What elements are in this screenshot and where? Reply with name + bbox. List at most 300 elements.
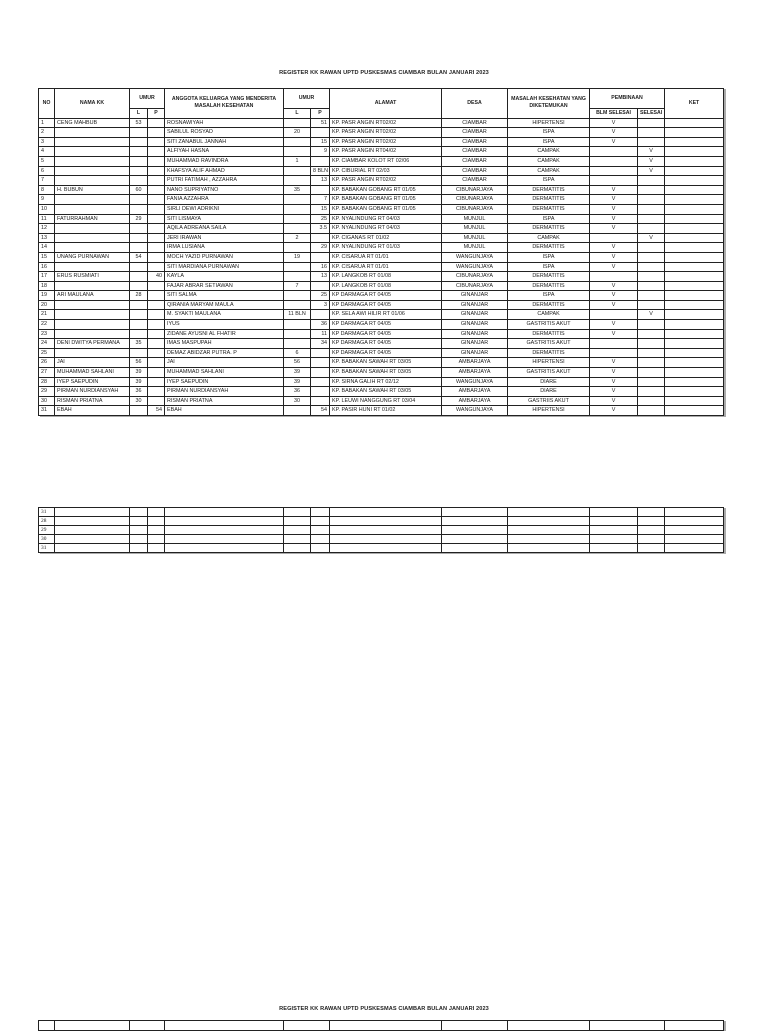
cell-umur-kk-p xyxy=(148,508,165,517)
cell-selesai xyxy=(638,224,665,234)
cell-umur-kk-l: 36 xyxy=(130,387,148,397)
cell-selesai xyxy=(638,252,665,262)
cell-umur-kk-p xyxy=(148,300,165,310)
cell-nama-kk: RISMAN PRIATNA xyxy=(55,396,130,406)
cell-desa: AMBARJAYA xyxy=(442,368,508,378)
cell-alamat: KP DARMAGA RT 04/05 xyxy=(330,348,442,358)
cell-umur-p xyxy=(311,156,330,166)
cell-umur-p xyxy=(311,310,330,320)
cell-blm-selesai: V xyxy=(590,377,638,387)
cell-umur-kk-l xyxy=(130,310,148,320)
table-row xyxy=(39,156,724,166)
header-selesai: SELESAI xyxy=(638,109,665,119)
cell-umur-kk-p xyxy=(148,233,165,243)
cell-umur-kk-l: 28 xyxy=(130,291,148,301)
cell-umur-p: 34 xyxy=(311,339,330,349)
cell-umur-p xyxy=(311,544,330,553)
cell-no: 4 xyxy=(39,147,55,157)
cell-nama-kk xyxy=(55,195,130,205)
cell-masalah: DIARE xyxy=(508,387,590,397)
cell-blm-selesai xyxy=(590,526,638,535)
cell-umur-p xyxy=(311,128,330,138)
cell-alamat xyxy=(330,517,442,526)
cell-alamat: KP. NYALINDUNG RT 04/03 xyxy=(330,224,442,234)
cell-masalah: GASTRITIS AKUT xyxy=(508,368,590,378)
cell-no: 2 xyxy=(39,128,55,138)
cell-alamat: KP. PASR ANGIN RT02/02 xyxy=(330,118,442,128)
cell-selesai xyxy=(638,262,665,272)
cell-anggota: SABILUL ROSYAD xyxy=(165,128,284,138)
cell-nama-kk: FATURRAHMAN xyxy=(55,214,130,224)
cell-umur-p xyxy=(311,535,330,544)
cell-nama-kk xyxy=(55,233,130,243)
cell-umur-kk-l xyxy=(130,517,148,526)
cell-alamat: KP. PASR ANGIN RT02/02 xyxy=(330,137,442,147)
header-no: NO xyxy=(39,89,55,119)
cell-nama-kk xyxy=(55,310,130,320)
cell-nama-kk xyxy=(55,348,130,358)
cell-umur-l xyxy=(284,508,311,517)
table-row xyxy=(39,508,724,517)
cell-umur-kk-p xyxy=(148,118,165,128)
cell-umur-kk-p xyxy=(148,377,165,387)
cell-anggota: SITI MARDIANA PURNAWAN xyxy=(165,262,284,272)
cell-anggota: QIRANIA MARYAM MAULA xyxy=(165,300,284,310)
cell-selesai xyxy=(638,526,665,535)
cell-umur-kk-l: 35 xyxy=(130,339,148,349)
cell-umur-p xyxy=(311,368,330,378)
table-row xyxy=(39,137,724,147)
cell-umur-kk-p xyxy=(148,387,165,397)
table-row xyxy=(39,252,724,262)
cell-desa: CIAMBAR xyxy=(442,166,508,176)
cell-desa: MUNJUL xyxy=(442,233,508,243)
cell-ket xyxy=(665,118,724,128)
cell-no: 25 xyxy=(39,348,55,358)
cell-selesai xyxy=(638,329,665,339)
cell-selesai xyxy=(638,185,665,195)
cell-anggota: ROSNAWIYAH xyxy=(165,118,284,128)
cell-masalah: ISPA xyxy=(508,291,590,301)
cell-umur-p: 25 xyxy=(311,291,330,301)
cell-blm-selesai: V xyxy=(590,128,638,138)
cell-no: 15 xyxy=(39,252,55,262)
cell-umur-kk-p: 54 xyxy=(148,406,165,416)
cell-nama-kk xyxy=(55,320,130,330)
cell-ket xyxy=(665,128,724,138)
cell-blm-selesai xyxy=(590,348,638,358)
cell-anggota: IMAS MASPUPAH xyxy=(165,339,284,349)
table-row xyxy=(39,272,724,282)
table-row xyxy=(39,348,724,358)
table-row xyxy=(39,291,724,301)
cell-anggota: MUHAMMAD SAHLANI xyxy=(165,368,284,378)
cell-selesai xyxy=(638,358,665,368)
register-title: REGISTER KK RAWAN UPTD PUSKESMAS CIAMBAR BULAN JANUARI 2023 xyxy=(279,70,489,76)
cell-alamat: KP DARMAGA RT 04/05 xyxy=(330,339,442,349)
cell-nama-kk xyxy=(55,147,130,157)
cell-alamat: KP. CISARUA RT 01/01 xyxy=(330,262,442,272)
cell-nama-kk: IYEP SAEPUDIN xyxy=(55,377,130,387)
cell-masalah: ISPA xyxy=(508,252,590,262)
cell-umur-l: 6 xyxy=(284,348,311,358)
cell-ket xyxy=(665,204,724,214)
cell-anggota: KHAFSYA ALIF AHMAD xyxy=(165,166,284,176)
table-row xyxy=(39,204,724,214)
cell-umur-kk-l xyxy=(130,406,148,416)
table-row xyxy=(39,128,724,138)
cell-desa: GINANJAR xyxy=(442,329,508,339)
cell-anggota: AQILA ADREANA SAILA xyxy=(165,224,284,234)
cell-alamat: KP. LANGKOB RT 01/08 xyxy=(330,272,442,282)
cell-umur-l xyxy=(284,526,311,535)
cell-selesai xyxy=(638,339,665,349)
cell-umur-l xyxy=(284,517,311,526)
cell-anggota: SITI SALMA xyxy=(165,291,284,301)
cell-umur-kk-p xyxy=(148,544,165,553)
cell-masalah: CAMPAK xyxy=(508,166,590,176)
cell-umur-kk-l xyxy=(130,272,148,282)
cell-blm-selesai xyxy=(590,339,638,349)
cell-ket xyxy=(665,517,724,526)
cell-no: 8 xyxy=(39,185,55,195)
cell-alamat: KP. CIBURIAL RT 02/03 xyxy=(330,166,442,176)
cell-blm-selesai xyxy=(590,166,638,176)
cell-desa xyxy=(442,535,508,544)
cell-masalah: DIARE xyxy=(508,377,590,387)
cell-blm-selesai xyxy=(590,517,638,526)
cell-nama-kk xyxy=(55,281,130,291)
cell-blm-selesai: V xyxy=(590,368,638,378)
cell-anggota: ALFIYAH HASNA xyxy=(165,147,284,157)
cell-masalah: DERMATITIS xyxy=(508,272,590,282)
cell-nama-kk: EBAH xyxy=(55,406,130,416)
cell-anggota: MUHAMMAD RAVINDRA xyxy=(165,156,284,166)
cell-desa xyxy=(442,508,508,517)
cell-nama-kk: ARI MAULANA xyxy=(55,291,130,301)
cell-no: 23 xyxy=(39,329,55,339)
table-row xyxy=(39,262,724,272)
cell-alamat: KP. PASR ANGIN RT02/02 xyxy=(330,128,442,138)
cell-desa: AMBARJAYA xyxy=(442,387,508,397)
cell-no: 11 xyxy=(39,214,55,224)
cell-desa: CIAMBAR xyxy=(442,156,508,166)
header-l: L xyxy=(284,109,311,119)
cell-no: 13 xyxy=(39,233,55,243)
cell-anggota: PIRMAN NURDIANSYAH xyxy=(165,387,284,397)
cell-umur-p: 36 xyxy=(311,320,330,330)
cell-ket xyxy=(665,358,724,368)
cell-umur-kk-p xyxy=(148,166,165,176)
cell-blm-selesai: V xyxy=(590,204,638,214)
cell-nama-kk xyxy=(55,224,130,234)
cell-ket xyxy=(665,252,724,262)
cell-alamat: KP. SELA AWI HILIR RT 01/06 xyxy=(330,310,442,320)
cell-umur-kk-p xyxy=(148,320,165,330)
cell-blm-selesai: V xyxy=(590,281,638,291)
cell-umur-kk-p xyxy=(148,535,165,544)
cell-nama-kk xyxy=(55,243,130,253)
cell-blm-selesai xyxy=(590,544,638,553)
cell-desa: WANGUNJAYA xyxy=(442,252,508,262)
header-desa: DESA xyxy=(442,89,508,119)
cell-umur-p: 15 xyxy=(311,137,330,147)
cell-blm-selesai: V xyxy=(590,300,638,310)
cell-nama-kk: UNANG PURNAWAN xyxy=(55,252,130,262)
table-row xyxy=(39,281,724,291)
cell-ket xyxy=(665,281,724,291)
header-l: L xyxy=(130,109,148,119)
cell-umur-kk-l xyxy=(130,176,148,186)
cell-desa: GINANJAR xyxy=(442,339,508,349)
cell-ket xyxy=(665,508,724,517)
cell-alamat: KP. BABAKAN SAWAH RT 03/05 xyxy=(330,368,442,378)
cell-umur-kk-p xyxy=(148,204,165,214)
cell-umur-l: 35 xyxy=(284,185,311,195)
cell-no: 31 xyxy=(39,508,55,517)
cell-no: 31 xyxy=(39,544,55,553)
cell-masalah xyxy=(508,517,590,526)
cell-no: 3 xyxy=(39,137,55,147)
cell-selesai xyxy=(638,508,665,517)
table-row xyxy=(39,300,724,310)
cell-nama-kk xyxy=(55,137,130,147)
cell-blm-selesai: V xyxy=(590,137,638,147)
cell-desa: CIAMBAR xyxy=(442,128,508,138)
cell-blm-selesai: V xyxy=(590,320,638,330)
header-nama-kk: NAMA KK xyxy=(55,89,130,119)
cell-ket xyxy=(665,339,724,349)
table-row xyxy=(39,329,724,339)
cell-umur-kk-l xyxy=(130,147,148,157)
cell-desa: GINANJAR xyxy=(442,310,508,320)
cell-ket xyxy=(665,224,724,234)
cell-selesai: V xyxy=(638,310,665,320)
cell-umur-l: 19 xyxy=(284,252,311,262)
cell-umur-p xyxy=(311,387,330,397)
cell-anggota: PUTRI FATIMAH , AZZAHRA xyxy=(165,176,284,186)
cell-masalah: DERMATITIS xyxy=(508,224,590,234)
cell-ket xyxy=(665,310,724,320)
cell-masalah: GASTRITIS AKUT xyxy=(508,320,590,330)
cell-selesai xyxy=(638,176,665,186)
cell-ket xyxy=(665,377,724,387)
cell-anggota: M. SYAKTI MAULANA xyxy=(165,310,284,320)
cell-selesai: V xyxy=(638,233,665,243)
register-table-next-page xyxy=(38,1020,724,1031)
cell-alamat: KP. LEUWI NANGGUNG RT 03/04 xyxy=(330,396,442,406)
cell-masalah: DERMATITIS xyxy=(508,195,590,205)
cell-anggota: JAI xyxy=(165,358,284,368)
table-row xyxy=(39,185,724,195)
cell-alamat: KP. BABAKAN GOBANG RT 01/05 xyxy=(330,195,442,205)
cell-alamat: KP. PASIR HUNI RT 01/02 xyxy=(330,406,442,416)
cell-nama-kk xyxy=(55,176,130,186)
cell-blm-selesai: V xyxy=(590,291,638,301)
cell-umur-p xyxy=(311,396,330,406)
cell-umur-kk-l xyxy=(130,281,148,291)
cell-nama-kk xyxy=(55,329,130,339)
cell-umur-p: 7 xyxy=(311,195,330,205)
cell-selesai: V xyxy=(638,166,665,176)
cell-umur-kk-l xyxy=(130,535,148,544)
cell-umur-kk-p xyxy=(148,252,165,262)
cell-nama-kk xyxy=(55,156,130,166)
cell-alamat: KP DARMAGA RT 04/05 xyxy=(330,291,442,301)
cell-ket xyxy=(665,348,724,358)
header-blm-selesai: BLM SELESAI xyxy=(590,109,638,119)
cell-umur-l xyxy=(284,329,311,339)
cell-umur-kk-p xyxy=(148,128,165,138)
cell-umur-kk-l xyxy=(130,128,148,138)
extra-table xyxy=(38,507,724,553)
cell-umur-p: 16 xyxy=(311,262,330,272)
cell-selesai: V xyxy=(638,156,665,166)
cell-umur-p: 3.5 xyxy=(311,224,330,234)
cell-selesai xyxy=(638,291,665,301)
table-header xyxy=(39,89,724,119)
cell-masalah: CAMPAK xyxy=(508,310,590,320)
cell-desa: MUNJUL xyxy=(442,214,508,224)
cell-no: 12 xyxy=(39,224,55,234)
cell-no: 7 xyxy=(39,176,55,186)
cell-umur-kk-l xyxy=(130,544,148,553)
cell-desa: WANGUNJAYA xyxy=(442,262,508,272)
cell-selesai xyxy=(638,377,665,387)
cell-umur-kk-l: 60 xyxy=(130,185,148,195)
cell-umur-p xyxy=(311,252,330,262)
cell-umur-kk-l: 39 xyxy=(130,377,148,387)
cell-umur-l xyxy=(284,214,311,224)
cell-umur-l xyxy=(284,272,311,282)
cell-desa: CIBUNARJAYA xyxy=(442,195,508,205)
cell-umur-kk-p xyxy=(148,526,165,535)
cell-nama-kk xyxy=(55,508,130,517)
cell-umur-kk-l: 56 xyxy=(130,358,148,368)
cell-blm-selesai xyxy=(590,272,638,282)
cell-umur-kk-p: 40 xyxy=(148,272,165,282)
cell-blm-selesai: V xyxy=(590,406,638,416)
cell-alamat: KP. BABAKAN GOBANG RT 01/05 xyxy=(330,185,442,195)
cell-no: 19 xyxy=(39,291,55,301)
cell-umur-kk-l xyxy=(130,224,148,234)
cell-nama-kk xyxy=(55,544,130,553)
cell-no: 21 xyxy=(39,310,55,320)
header-umur-anggota: UMUR xyxy=(284,89,330,109)
cell-desa: CIAMBAR xyxy=(442,147,508,157)
cell-anggota: IYEP SAEPUDIN xyxy=(165,377,284,387)
cell-ket xyxy=(665,185,724,195)
cell-desa: GINANJAR xyxy=(442,348,508,358)
cell-desa: CIBUNARJAYA xyxy=(442,185,508,195)
cell-umur-kk-p xyxy=(148,195,165,205)
cell-desa: GINANJAR xyxy=(442,300,508,310)
table-row xyxy=(39,406,724,416)
cell-umur-l: 1 xyxy=(284,156,311,166)
cell-umur-kk-p xyxy=(148,339,165,349)
cell-umur-p: 25 xyxy=(311,214,330,224)
cell-blm-selesai xyxy=(590,176,638,186)
cell-no: 14 xyxy=(39,243,55,253)
cell-ket xyxy=(665,329,724,339)
cell-umur-kk-l xyxy=(130,243,148,253)
cell-alamat: KP. NYALINDUNG RT 04/03 xyxy=(330,214,442,224)
cell-ket xyxy=(665,526,724,535)
table-row xyxy=(39,517,724,526)
cell-selesai xyxy=(638,396,665,406)
cell-masalah: ISPA xyxy=(508,128,590,138)
header-ket: KET xyxy=(665,89,724,119)
cell-blm-selesai: V xyxy=(590,195,638,205)
cell-umur-kk-l xyxy=(130,300,148,310)
cell-umur-kk-l xyxy=(130,262,148,272)
cell-umur-p xyxy=(311,233,330,243)
cell-selesai: V xyxy=(638,147,665,157)
table-row xyxy=(39,535,724,544)
cell-no: 27 xyxy=(39,368,55,378)
table-row xyxy=(39,243,724,253)
cell-desa xyxy=(442,544,508,553)
cell-selesai xyxy=(638,535,665,544)
cell-ket xyxy=(665,387,724,397)
cell-masalah: CAMPAK xyxy=(508,147,590,157)
cell-umur-kk-p xyxy=(148,310,165,320)
cell-no: 6 xyxy=(39,166,55,176)
cell-alamat: KP. BABAKAN SAWAH RT 03/05 xyxy=(330,387,442,397)
cell-nama-kk xyxy=(55,300,130,310)
cell-umur-l: 7 xyxy=(284,281,311,291)
cell-umur-kk-l: 54 xyxy=(130,252,148,262)
cell-umur-l xyxy=(284,339,311,349)
cell-alamat: KP. PASR ANGIN RT04/02 xyxy=(330,147,442,157)
cell-nama-kk xyxy=(55,262,130,272)
cell-umur-l: 30 xyxy=(284,396,311,406)
cell-alamat: KP. CISARUA RT 01/01 xyxy=(330,252,442,262)
cell-umur-kk-l: 29 xyxy=(130,214,148,224)
cell-ket xyxy=(665,396,724,406)
table-row xyxy=(39,368,724,378)
cell-anggota xyxy=(165,508,284,517)
cell-no: 16 xyxy=(39,262,55,272)
cell-anggota: SITI ZANABUL JANNAH xyxy=(165,137,284,147)
cell-alamat: KP. NYALINDUNG RT 01/03 xyxy=(330,243,442,253)
cell-umur-l: 11 BLN xyxy=(284,310,311,320)
cell-no: 18 xyxy=(39,281,55,291)
cell-desa: GINANJAR xyxy=(442,291,508,301)
table-row xyxy=(39,544,724,553)
cell-umur-kk-l xyxy=(130,348,148,358)
header-alamat: ALAMAT xyxy=(330,89,442,119)
cell-masalah: HIPERTENSI xyxy=(508,406,590,416)
table-row xyxy=(39,214,724,224)
cell-ket xyxy=(665,291,724,301)
cell-umur-kk-l xyxy=(130,166,148,176)
cell-umur-kk-p xyxy=(148,137,165,147)
cell-desa: CIBUNARJAYA xyxy=(442,272,508,282)
cell-desa: MUNJUL xyxy=(442,224,508,234)
cell-umur-p xyxy=(311,526,330,535)
cell-umur-l: 39 xyxy=(284,368,311,378)
header-pembinaan: PEMBINAAN xyxy=(590,89,665,109)
cell-selesai xyxy=(638,387,665,397)
cell-masalah xyxy=(508,544,590,553)
cell-ket xyxy=(665,544,724,553)
cell-masalah: GASTRITIS AKUT xyxy=(508,339,590,349)
cell-umur-kk-l xyxy=(130,204,148,214)
cell-umur-kk-p xyxy=(148,214,165,224)
header-anggota: ANGGOTA KELUARGA YANG MENDERITA MASALAH KESEHATAN xyxy=(165,89,284,119)
cell-umur-p xyxy=(311,377,330,387)
